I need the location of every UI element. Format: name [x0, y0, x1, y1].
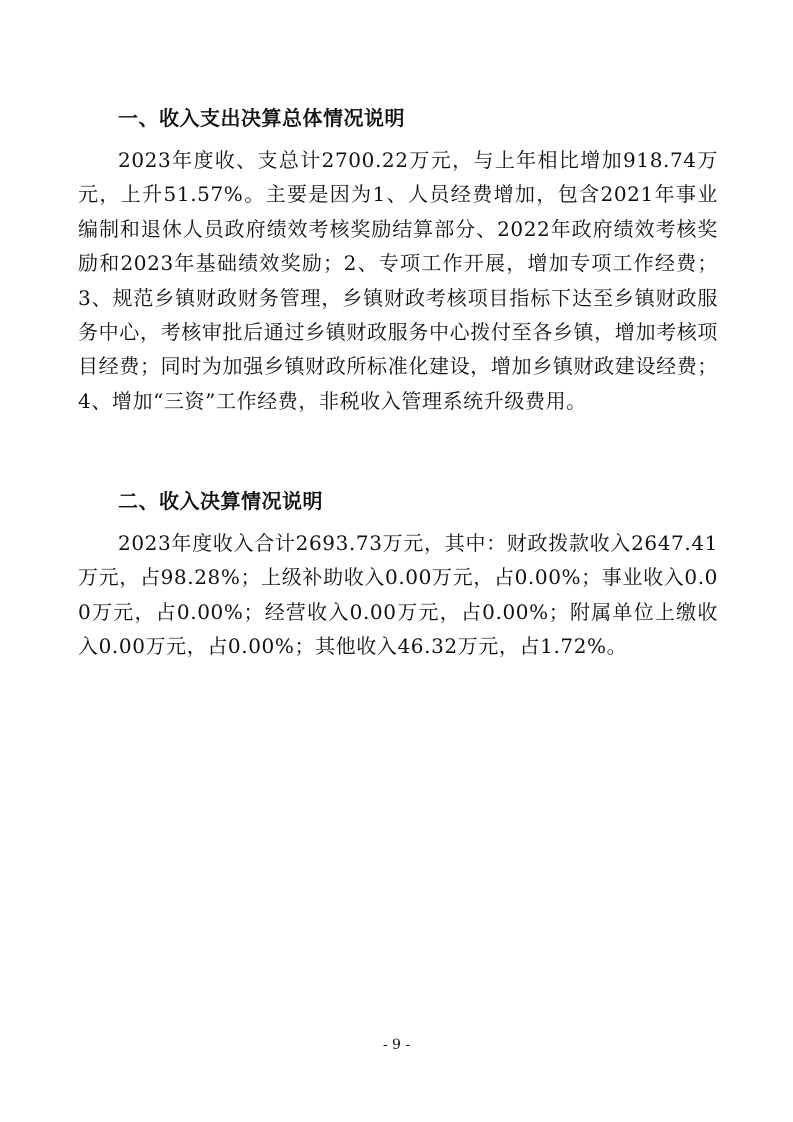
page-number: - 9 -: [382, 1037, 411, 1053]
section-paragraph-income-expenditure-overview: 2023年度收、支总计2700.22万元，与上年相比增加918.74万元，上升51.57%。主要是因为1、人员经费增加，包含2021年事业编制和退休人员政府绩效考核奖励结算部分、2022年政府绩效考核奖励和2023年基础绩效奖励；2、专项工作开展，增加专项工作经费；3、规范乡镇财政财务管理，乡镇财政考核项目指标下达至乡镇财政服务中心，考核审批后通过乡镇财政服务中心拨付至各乡镇，增加考核项目经费；同时为加强乡镇财政所标准化建设，增加乡镇财政建设经费；4、增加“三资”工作经费，非税收入管理系统升级费用。: [78, 148, 718, 413]
section-paragraph-income-final-accounts: 2023年度收入合计2693.73万元，其中：财政拨款收入2647.41万元，占98.28%；上级补助收入0.00万元，占0.00%；事业收入0.00万元，占0.00%；经营收入0.00万元，占0.00%；附属单位上缴收入0.00万元，占0.00%；其他收入46.32万元，占1.72%。: [78, 531, 718, 659]
section-heading-income-final-accounts: 二、收入决算情况说明: [118, 489, 323, 513]
section-heading-income-expenditure-overview: 一、收入支出决算总体情况说明: [118, 106, 405, 130]
